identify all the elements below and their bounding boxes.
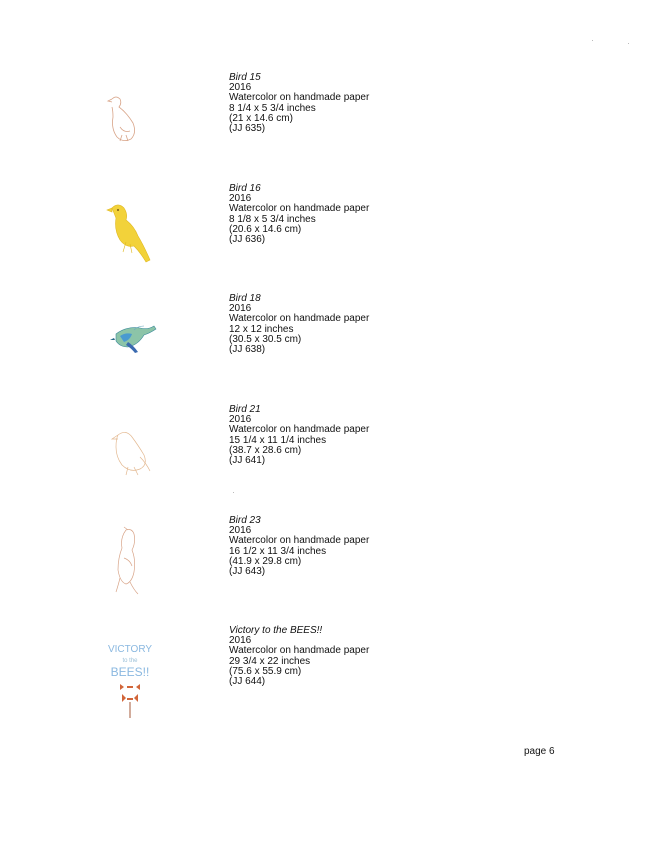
- artwork-year: 2016: [229, 303, 252, 315]
- artwork-thumbnail-bird-18: [98, 296, 162, 396]
- artwork-title: Bird 16: [229, 183, 261, 194]
- artwork-text-line2: to the: [122, 658, 138, 664]
- artwork-text-line3: BEES!!: [110, 665, 150, 679]
- artwork-reference: (JJ 641): [229, 455, 266, 467]
- artwork-title: Bird 18: [229, 293, 261, 304]
- artwork-thumbnail-bird-16: [98, 186, 162, 286]
- scan-speck: [628, 43, 629, 44]
- artwork-caption: [229, 626, 369, 687]
- artwork-reference: (JJ 644): [229, 676, 266, 688]
- artwork-size-inches: 8 1/8 x 5 3/4 inches: [229, 213, 316, 225]
- artwork-reference: (JJ 635): [229, 123, 266, 135]
- artwork-year: 2016: [229, 525, 252, 537]
- artwork-year: 2016: [229, 82, 252, 94]
- artwork-year: 2016: [229, 635, 252, 647]
- artwork-entry: [0, 626, 657, 736]
- artwork-size-inches: 16 1/2 x 11 3/4 inches: [229, 545, 327, 557]
- artwork-title: Bird 15: [229, 72, 261, 83]
- artwork-reference: (JJ 638): [229, 344, 266, 356]
- artwork-thumbnail-victory-to-the-bees: [98, 628, 162, 728]
- artwork-reference: (JJ 643): [229, 566, 266, 578]
- artwork-entry: [0, 294, 657, 404]
- artwork-caption: [229, 516, 369, 577]
- artwork-size-inches: 29 3/4 x 22 inches: [229, 655, 311, 667]
- artwork-thumbnail-bird-21: [98, 407, 162, 507]
- artwork-entry: [0, 184, 657, 294]
- artwork-year: 2016: [229, 193, 252, 205]
- artwork-size-cm: (20.6 x 14.6 cm): [229, 223, 302, 235]
- artwork-title: Bird 23: [229, 515, 261, 526]
- artwork-medium: Watercolor on handmade paper: [229, 203, 370, 215]
- artwork-medium: Watercolor on handmade paper: [229, 535, 370, 547]
- artwork-year: 2016: [229, 414, 252, 426]
- artwork-size-cm: (38.7 x 28.6 cm): [229, 444, 302, 456]
- artwork-caption: [229, 184, 369, 245]
- artwork-size-cm: (30.5 x 30.5 cm): [229, 333, 302, 345]
- artwork-thumbnail-bird-15: [98, 75, 162, 175]
- artwork-title: Bird 21: [229, 404, 261, 415]
- artwork-entry: [0, 73, 657, 183]
- page-number: page 6: [524, 746, 555, 757]
- artwork-entry: [0, 405, 657, 515]
- artwork-text-line1: VICTORY: [107, 644, 153, 655]
- artwork-caption: [229, 294, 369, 355]
- scan-speck: [233, 492, 234, 493]
- artwork-size-inches: 12 x 12 inches: [229, 323, 294, 335]
- artwork-medium: Watercolor on handmade paper: [229, 645, 370, 657]
- artwork-medium: Watercolor on handmade paper: [229, 313, 370, 325]
- artwork-caption: [229, 405, 369, 466]
- artwork-reference: (JJ 636): [229, 234, 266, 246]
- artwork-title: Victory to the BEES!!: [229, 625, 323, 636]
- artwork-medium: Watercolor on handmade paper: [229, 92, 370, 104]
- artwork-size-cm: (21 x 14.6 cm): [229, 112, 293, 124]
- artwork-medium: Watercolor on handmade paper: [229, 424, 370, 436]
- artwork-size-cm: (41.9 x 29.8 cm): [229, 555, 302, 567]
- artwork-thumbnail-bird-23: [98, 518, 162, 618]
- artwork-size-inches: 8 1/4 x 5 3/4 inches: [229, 102, 316, 114]
- artwork-caption: [229, 73, 369, 134]
- scan-speck: [592, 40, 593, 41]
- artwork-size-cm: (75.6 x 55.9 cm): [229, 665, 302, 677]
- artwork-size-inches: 15 1/4 x 11 1/4 inches: [229, 434, 327, 446]
- artwork-entry: [0, 516, 657, 626]
